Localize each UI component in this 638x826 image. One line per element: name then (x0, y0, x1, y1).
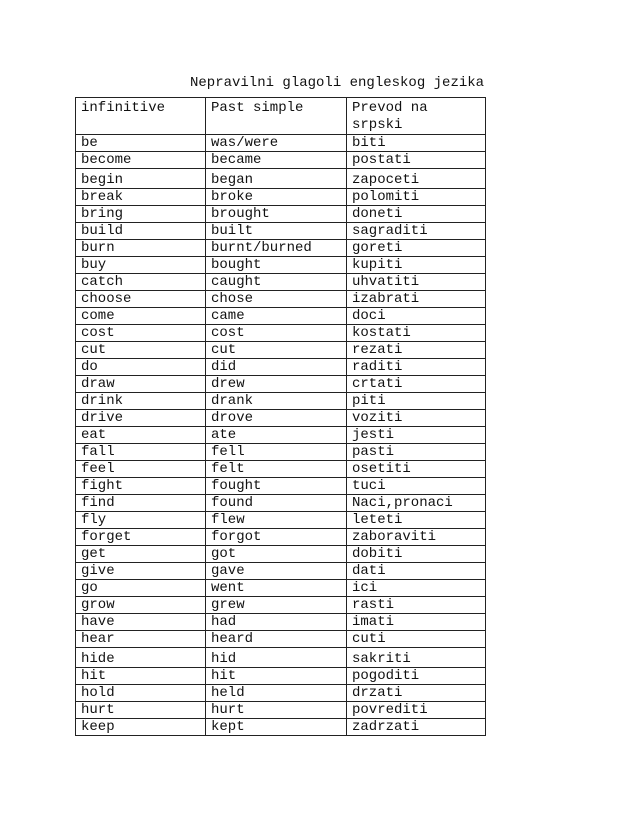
infinitive-cell: burn (76, 240, 206, 257)
table-row (76, 393, 486, 410)
infinitive-cell: catch (76, 274, 206, 291)
infinitive-cell: break (76, 189, 206, 206)
translation-cell: doci (347, 308, 486, 325)
infinitive-cell: keep (76, 719, 206, 736)
table-row (76, 291, 486, 308)
translation-cell: cuti (347, 631, 486, 648)
infinitive-cell: be (76, 135, 206, 152)
table-row (76, 580, 486, 597)
infinitive-cell: do (76, 359, 206, 376)
translation-cell: sakriti (347, 648, 486, 668)
translation-cell: biti (347, 135, 486, 152)
table-row (76, 308, 486, 325)
translation-cell: povrediti (347, 702, 486, 719)
past-simple-cell: gave (206, 563, 347, 580)
translation-cell: doneti (347, 206, 486, 223)
past-simple-cell: built (206, 223, 347, 240)
table-row (76, 685, 486, 702)
past-simple-cell: became (206, 152, 347, 169)
infinitive-cell: begin (76, 169, 206, 189)
header-past-simple: Past simple (206, 98, 347, 135)
table-row (76, 546, 486, 563)
past-simple-cell: hurt (206, 702, 347, 719)
infinitive-cell: eat (76, 427, 206, 444)
table-row (76, 240, 486, 257)
infinitive-cell: forget (76, 529, 206, 546)
table-row (76, 410, 486, 427)
table-row (76, 189, 486, 206)
verb-table-body (76, 98, 486, 736)
table-row (76, 512, 486, 529)
past-simple-cell: forgot (206, 529, 347, 546)
translation-cell: postati (347, 152, 486, 169)
table-row (76, 631, 486, 648)
table-row (76, 342, 486, 359)
translation-cell: leteti (347, 512, 486, 529)
table-row (76, 152, 486, 169)
infinitive-cell: go (76, 580, 206, 597)
table-row (76, 614, 486, 631)
translation-cell: goreti (347, 240, 486, 257)
table-row (76, 135, 486, 152)
translation-cell: osetiti (347, 461, 486, 478)
translation-cell: dobiti (347, 546, 486, 563)
past-simple-cell: felt (206, 461, 347, 478)
infinitive-cell: find (76, 495, 206, 512)
infinitive-cell: fly (76, 512, 206, 529)
table-row (76, 169, 486, 189)
infinitive-cell: drink (76, 393, 206, 410)
table-row (76, 223, 486, 240)
past-simple-cell: was/were (206, 135, 347, 152)
infinitive-cell: hurt (76, 702, 206, 719)
past-simple-cell: ate (206, 427, 347, 444)
past-simple-cell: grew (206, 597, 347, 614)
translation-cell: jesti (347, 427, 486, 444)
past-simple-cell: drank (206, 393, 347, 410)
past-simple-cell: drew (206, 376, 347, 393)
translation-cell: kostati (347, 325, 486, 342)
header-translation-line1: Prevod na (352, 100, 428, 116)
table-row (76, 257, 486, 274)
past-simple-cell: chose (206, 291, 347, 308)
table-row (76, 702, 486, 719)
translation-cell: piti (347, 393, 486, 410)
infinitive-cell: buy (76, 257, 206, 274)
infinitive-cell: fall (76, 444, 206, 461)
infinitive-cell: hear (76, 631, 206, 648)
table-row (76, 427, 486, 444)
translation-cell: crtati (347, 376, 486, 393)
translation-cell: imati (347, 614, 486, 631)
past-simple-cell: burnt/burned (206, 240, 347, 257)
past-simple-cell: cost (206, 325, 347, 342)
page-title: Nepravilni glagoli engleskog jezika (190, 75, 485, 91)
past-simple-cell: went (206, 580, 347, 597)
table-row (76, 444, 486, 461)
translation-cell: polomiti (347, 189, 486, 206)
past-simple-cell: hit (206, 668, 347, 685)
past-simple-cell: hid (206, 648, 347, 668)
header-translation-line2: srpski (352, 117, 403, 133)
translation-cell: zadrzati (347, 719, 486, 736)
infinitive-cell: cut (76, 342, 206, 359)
header-infinitive: infinitive (76, 98, 206, 135)
past-simple-cell: fell (206, 444, 347, 461)
infinitive-cell: bring (76, 206, 206, 223)
translation-cell: zaboraviti (347, 529, 486, 546)
table-row (76, 359, 486, 376)
infinitive-cell: hit (76, 668, 206, 685)
past-simple-cell: drove (206, 410, 347, 427)
infinitive-cell: get (76, 546, 206, 563)
infinitive-cell: come (76, 308, 206, 325)
table-row (76, 648, 486, 668)
past-simple-cell: held (206, 685, 347, 702)
translation-cell: ici (347, 580, 486, 597)
infinitive-cell: give (76, 563, 206, 580)
translation-cell: dati (347, 563, 486, 580)
translation-cell: sagraditi (347, 223, 486, 240)
translation-cell: uhvatiti (347, 274, 486, 291)
translation-cell: kupiti (347, 257, 486, 274)
infinitive-cell: fight (76, 478, 206, 495)
past-simple-cell: caught (206, 274, 347, 291)
table-header-row (76, 98, 486, 135)
table-row (76, 478, 486, 495)
table-row (76, 563, 486, 580)
translation-cell: raditi (347, 359, 486, 376)
infinitive-cell: become (76, 152, 206, 169)
table-row (76, 206, 486, 223)
infinitive-cell: feel (76, 461, 206, 478)
translation-cell: zapoceti (347, 169, 486, 189)
past-simple-cell: heard (206, 631, 347, 648)
table-row (76, 376, 486, 393)
table-row (76, 461, 486, 478)
irregular-verbs-table (75, 97, 486, 736)
past-simple-cell: kept (206, 719, 347, 736)
past-simple-cell: had (206, 614, 347, 631)
translation-cell: tuci (347, 478, 486, 495)
past-simple-cell: began (206, 169, 347, 189)
table-row (76, 495, 486, 512)
table-row (76, 274, 486, 291)
past-simple-cell: fought (206, 478, 347, 495)
table-row (76, 529, 486, 546)
table-row (76, 719, 486, 736)
translation-cell: rezati (347, 342, 486, 359)
past-simple-cell: cut (206, 342, 347, 359)
translation-cell: voziti (347, 410, 486, 427)
translation-cell: rasti (347, 597, 486, 614)
infinitive-cell: hold (76, 685, 206, 702)
translation-cell: pogoditi (347, 668, 486, 685)
infinitive-cell: grow (76, 597, 206, 614)
table-row (76, 597, 486, 614)
infinitive-cell: hide (76, 648, 206, 668)
table-row (76, 325, 486, 342)
header-translation (347, 98, 486, 135)
past-simple-cell: bought (206, 257, 347, 274)
translation-cell: pasti (347, 444, 486, 461)
past-simple-cell: broke (206, 189, 347, 206)
past-simple-cell: found (206, 495, 347, 512)
infinitive-cell: build (76, 223, 206, 240)
past-simple-cell: flew (206, 512, 347, 529)
past-simple-cell: brought (206, 206, 347, 223)
translation-cell: drzati (347, 685, 486, 702)
infinitive-cell: have (76, 614, 206, 631)
translation-cell: izabrati (347, 291, 486, 308)
past-simple-cell: came (206, 308, 347, 325)
infinitive-cell: draw (76, 376, 206, 393)
past-simple-cell: got (206, 546, 347, 563)
past-simple-cell: did (206, 359, 347, 376)
infinitive-cell: cost (76, 325, 206, 342)
infinitive-cell: choose (76, 291, 206, 308)
infinitive-cell: drive (76, 410, 206, 427)
table-row (76, 668, 486, 685)
translation-cell: Naci,pronaci (347, 495, 486, 512)
